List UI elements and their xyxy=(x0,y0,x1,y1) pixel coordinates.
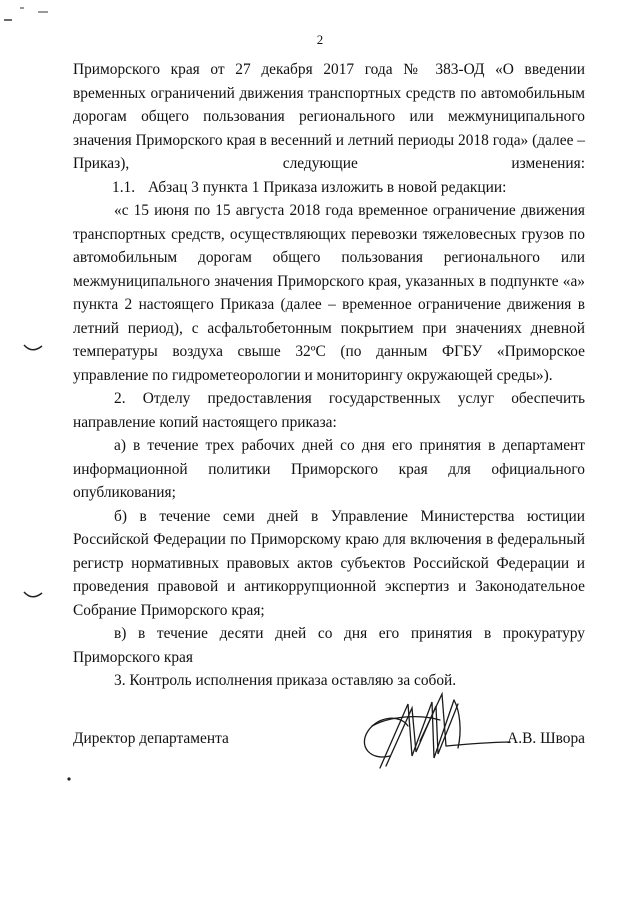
paragraph-new-wording: «с 15 июня по 15 августа 2018 года временное ограничение движения транспортных средств, осуществляющих перевозки тяжеловесных грузов по автомобильным дорогам общего пользования регионального или межмуниципального значения Приморского края, указанных в подпункте «а» пункта 2 настоящего Приказа (далее – временное ограничение движения в летний период), с асфальтобетонным покрытием при значениях дневной температуры воздуха свыше 32ºС (по данным ФГБУ «Приморское управление по гидрометеорологии и мониторингу окружающей среды»). xyxy=(73,202,585,384)
page-number: 2 xyxy=(316,32,324,47)
scan-dot xyxy=(64,774,74,784)
signatory-title: Директор департамента xyxy=(73,730,229,747)
document-body xyxy=(73,58,585,693)
scan-artifact-top-left xyxy=(0,0,60,30)
item-1-1-text: Абзац 3 пункта 1 Приказа изложить в новой редакции: xyxy=(148,178,507,196)
punch-mark-lower xyxy=(22,589,46,603)
paragraph-item-2b: б) в течение семи дней в Управление Министерства юстиции Российской Федерации по Приморскому краю для включения в федеральный регистр нормативных правовых актов субъектов Российской Федерации и проведения правовой и антикоррупционной экспертиз и Законодательное Собрание Приморского края; xyxy=(73,507,585,619)
signatory-name: А.В. Швора xyxy=(507,730,585,747)
handwritten-signature xyxy=(350,686,520,786)
paragraph-item-2v: в) в течение десяти дней со дня его принятия в прокуратуру Приморского края xyxy=(73,625,585,666)
punch-mark-upper xyxy=(22,342,46,356)
paragraph-item-3: 3. Контроль исполнения приказа оставляю за собой. xyxy=(114,672,457,689)
paragraph-item-2a: а) в течение трех рабочих дней со дня его принятия в департамент информационной политики Приморского края для официального опубликования; xyxy=(73,437,585,501)
paragraph-item-1-1 xyxy=(73,176,585,200)
paragraph-intro: Приморского края от 27 декабря 2017 года № 383-ОД «О введении временных ограничений движения транспортных средств по автомобильным дорогам общего пользования регионального или межмуниципального значения Приморского края в весенний и летний периоды 2018 года» (далее – Приказ), следующие изменения: xyxy=(73,61,585,172)
item-number: 1.1. xyxy=(112,178,136,196)
paragraph-item-2: 2. Отделу предоставления государственных услуг обеспечить направление копий настоящего приказа: xyxy=(73,390,585,431)
